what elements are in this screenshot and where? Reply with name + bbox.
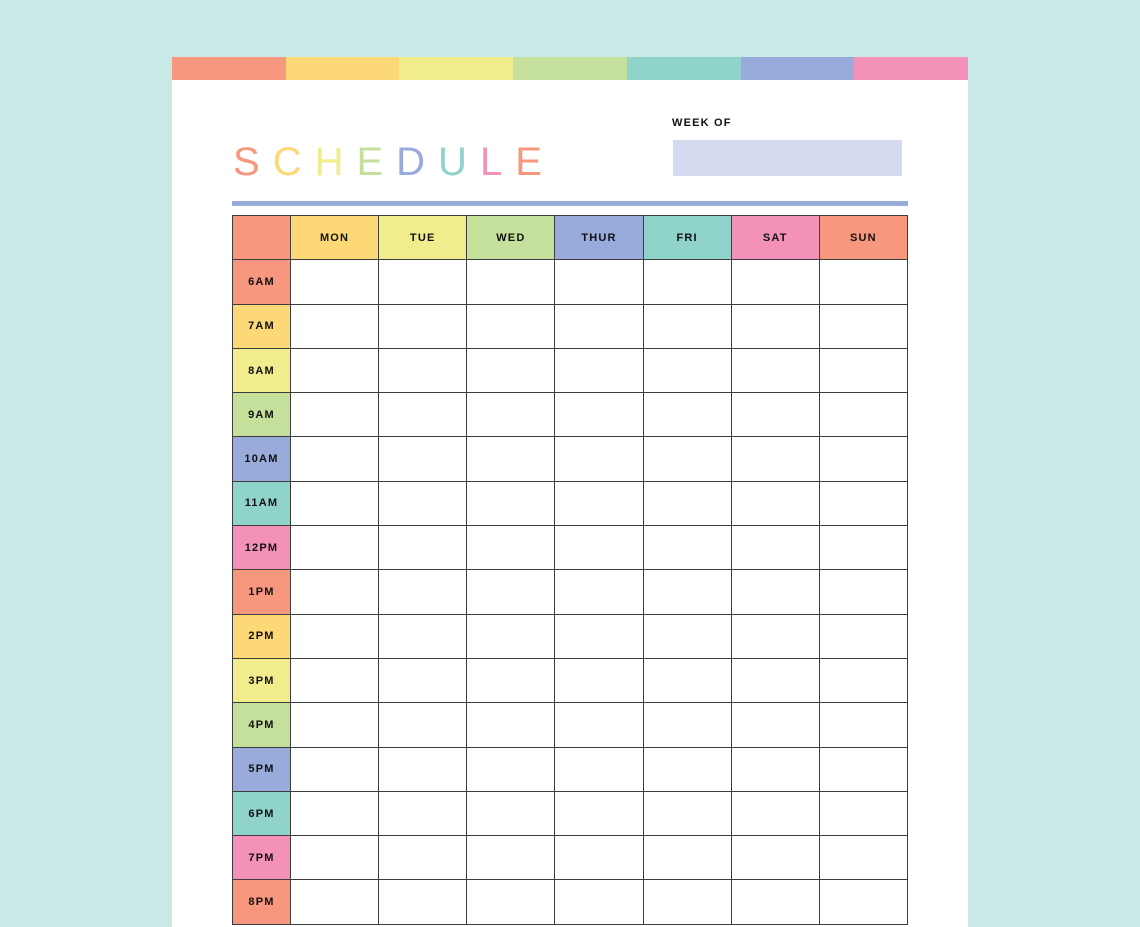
schedule-cell[interactable] xyxy=(819,481,907,525)
schedule-cell[interactable] xyxy=(555,747,643,791)
time-row xyxy=(233,614,908,658)
time-row xyxy=(233,348,908,392)
schedule-cell[interactable] xyxy=(555,614,643,658)
schedule-cell[interactable] xyxy=(731,481,819,525)
schedule-cell[interactable] xyxy=(379,570,467,614)
schedule-cell[interactable] xyxy=(643,570,731,614)
schedule-cell[interactable] xyxy=(819,526,907,570)
schedule-cell[interactable] xyxy=(643,880,731,924)
schedule-cell[interactable] xyxy=(379,791,467,835)
schedule-cell[interactable] xyxy=(555,836,643,880)
time-label: 10AM xyxy=(233,437,291,481)
schedule-cell[interactable] xyxy=(819,658,907,702)
stripe-segment xyxy=(513,57,627,80)
schedule-cell[interactable] xyxy=(555,437,643,481)
time-row xyxy=(233,481,908,525)
schedule-cell[interactable] xyxy=(731,658,819,702)
schedule-cell[interactable] xyxy=(291,481,379,525)
schedule-cell[interactable] xyxy=(731,703,819,747)
day-header-wed: WED xyxy=(467,216,555,260)
title-letter: S xyxy=(233,140,273,184)
schedule-cell[interactable] xyxy=(555,570,643,614)
schedule-cell[interactable] xyxy=(379,614,467,658)
schedule-cell[interactable] xyxy=(819,304,907,348)
schedule-cell[interactable] xyxy=(555,791,643,835)
schedule-cell[interactable] xyxy=(819,437,907,481)
schedule-cell[interactable] xyxy=(379,260,467,304)
time-row xyxy=(233,880,908,924)
schedule-cell[interactable] xyxy=(379,348,467,392)
time-row xyxy=(233,393,908,437)
schedule-cell[interactable] xyxy=(731,260,819,304)
week-of-label: WEEK OF xyxy=(672,117,732,129)
time-label: 3PM xyxy=(233,658,291,702)
schedule-cell[interactable] xyxy=(731,437,819,481)
schedule-cell[interactable] xyxy=(731,614,819,658)
time-label: 5PM xyxy=(233,747,291,791)
schedule-cell[interactable] xyxy=(467,880,555,924)
schedule-cell[interactable] xyxy=(467,348,555,392)
schedule-cell[interactable] xyxy=(467,393,555,437)
schedule-cell[interactable] xyxy=(819,260,907,304)
week-of-input[interactable] xyxy=(673,140,902,176)
schedule-cell[interactable] xyxy=(643,703,731,747)
schedule-cell[interactable] xyxy=(731,348,819,392)
time-label: 8AM xyxy=(233,348,291,392)
schedule-cell[interactable] xyxy=(379,481,467,525)
stripe-segment xyxy=(286,57,400,80)
schedule-cell[interactable] xyxy=(379,880,467,924)
schedule-cell[interactable] xyxy=(819,570,907,614)
schedule-cell[interactable] xyxy=(643,836,731,880)
schedule-cell[interactable] xyxy=(555,658,643,702)
schedule-cell[interactable] xyxy=(291,614,379,658)
schedule-cell[interactable] xyxy=(379,437,467,481)
schedule-cell[interactable] xyxy=(643,393,731,437)
schedule-cell[interactable] xyxy=(291,260,379,304)
day-header-row xyxy=(233,216,908,260)
schedule-cell[interactable] xyxy=(379,836,467,880)
schedule-cell[interactable] xyxy=(379,304,467,348)
schedule-cell[interactable] xyxy=(643,304,731,348)
time-label: 7AM xyxy=(233,304,291,348)
time-label: 9AM xyxy=(233,393,291,437)
schedule-cell[interactable] xyxy=(467,614,555,658)
schedule-cell[interactable] xyxy=(731,570,819,614)
schedule-cell[interactable] xyxy=(379,393,467,437)
stripe-segment xyxy=(399,57,513,80)
schedule-cell[interactable] xyxy=(819,791,907,835)
schedule-cell[interactable] xyxy=(291,570,379,614)
schedule-cell[interactable] xyxy=(555,304,643,348)
time-label: 12PM xyxy=(233,526,291,570)
schedule-cell[interactable] xyxy=(819,747,907,791)
title-divider xyxy=(232,201,908,206)
stripe-segment xyxy=(741,57,855,80)
schedule-cell[interactable] xyxy=(379,658,467,702)
schedule-cell[interactable] xyxy=(819,393,907,437)
schedule-cell[interactable] xyxy=(555,703,643,747)
schedule-cell[interactable] xyxy=(379,526,467,570)
time-row xyxy=(233,260,908,304)
color-stripe-header xyxy=(172,57,968,80)
schedule-cell[interactable] xyxy=(291,791,379,835)
schedule-cell[interactable] xyxy=(467,836,555,880)
time-label: 4PM xyxy=(233,703,291,747)
schedule-cell[interactable] xyxy=(467,437,555,481)
schedule-cell[interactable] xyxy=(731,393,819,437)
schedule-cell[interactable] xyxy=(467,526,555,570)
schedule-cell[interactable] xyxy=(467,260,555,304)
day-header-tue: TUE xyxy=(379,216,467,260)
schedule-cell[interactable] xyxy=(379,747,467,791)
schedule-cell[interactable] xyxy=(731,791,819,835)
title-letter: L xyxy=(479,140,516,184)
stripe-segment xyxy=(627,57,741,80)
schedule-cell[interactable] xyxy=(379,703,467,747)
schedule-cell[interactable] xyxy=(819,880,907,924)
time-row xyxy=(233,747,908,791)
schedule-cell[interactable] xyxy=(555,880,643,924)
schedule-cell[interactable] xyxy=(291,437,379,481)
schedule-cell[interactable] xyxy=(819,836,907,880)
time-row xyxy=(233,570,908,614)
time-row xyxy=(233,526,908,570)
schedule-cell[interactable] xyxy=(467,481,555,525)
title-letter: D xyxy=(396,140,439,184)
schedule-cell[interactable] xyxy=(819,614,907,658)
schedule-cell[interactable] xyxy=(643,526,731,570)
schedule-cell[interactable] xyxy=(819,703,907,747)
schedule-cell[interactable] xyxy=(643,437,731,481)
time-label: 1PM xyxy=(233,570,291,614)
schedule-cell[interactable] xyxy=(643,260,731,304)
schedule-cell[interactable] xyxy=(643,481,731,525)
time-row xyxy=(233,836,908,880)
time-row xyxy=(233,437,908,481)
page-title xyxy=(233,141,555,183)
stripe-segment xyxy=(172,57,286,80)
schedule-cell[interactable] xyxy=(467,658,555,702)
title-letter: C xyxy=(272,140,315,184)
schedule-cell[interactable] xyxy=(291,658,379,702)
schedule-cell[interactable] xyxy=(291,880,379,924)
schedule-cell[interactable] xyxy=(731,526,819,570)
time-label: 2PM xyxy=(233,614,291,658)
schedule-cell[interactable] xyxy=(731,880,819,924)
schedule-cell[interactable] xyxy=(819,348,907,392)
schedule-cell[interactable] xyxy=(555,526,643,570)
schedule-cell[interactable] xyxy=(291,348,379,392)
schedule-cell[interactable] xyxy=(291,703,379,747)
schedule-cell[interactable] xyxy=(291,393,379,437)
schedule-cell[interactable] xyxy=(643,658,731,702)
schedule-cell[interactable] xyxy=(643,791,731,835)
schedule-cell[interactable] xyxy=(731,747,819,791)
schedule-cell[interactable] xyxy=(467,703,555,747)
schedule-cell[interactable] xyxy=(555,393,643,437)
day-header-mon: MON xyxy=(291,216,379,260)
schedule-cell[interactable] xyxy=(467,570,555,614)
time-row xyxy=(233,658,908,702)
schedule-cell[interactable] xyxy=(467,747,555,791)
time-label: 6PM xyxy=(233,791,291,835)
schedule-cell[interactable] xyxy=(731,836,819,880)
time-row xyxy=(233,791,908,835)
time-label: 8PM xyxy=(233,880,291,924)
day-header-thur: THUR xyxy=(555,216,643,260)
schedule-cell[interactable] xyxy=(291,526,379,570)
time-row xyxy=(233,304,908,348)
time-label: 11AM xyxy=(233,481,291,525)
schedule-cell[interactable] xyxy=(291,304,379,348)
schedule-cell[interactable] xyxy=(291,836,379,880)
day-header-fri: FRI xyxy=(643,216,731,260)
schedule-page xyxy=(172,57,968,927)
schedule-cell[interactable] xyxy=(555,260,643,304)
day-header-sun: SUN xyxy=(819,216,907,260)
corner-cell xyxy=(233,216,291,260)
schedule-cell[interactable] xyxy=(731,304,819,348)
schedule-cell[interactable] xyxy=(643,614,731,658)
schedule-cell[interactable] xyxy=(643,348,731,392)
schedule-cell[interactable] xyxy=(555,481,643,525)
schedule-cell[interactable] xyxy=(467,304,555,348)
title-letter: E xyxy=(515,140,555,184)
time-label: 7PM xyxy=(233,836,291,880)
time-label: 6AM xyxy=(233,260,291,304)
schedule-cell[interactable] xyxy=(643,747,731,791)
stripe-segment xyxy=(854,57,968,80)
time-row xyxy=(233,703,908,747)
schedule-table xyxy=(232,215,908,925)
schedule-cell[interactable] xyxy=(291,747,379,791)
title-letter: H xyxy=(314,140,357,184)
day-header-sat: SAT xyxy=(731,216,819,260)
schedule-cell[interactable] xyxy=(467,791,555,835)
title-letter: E xyxy=(356,140,397,184)
title-letter: U xyxy=(438,140,480,184)
schedule-cell[interactable] xyxy=(555,348,643,392)
